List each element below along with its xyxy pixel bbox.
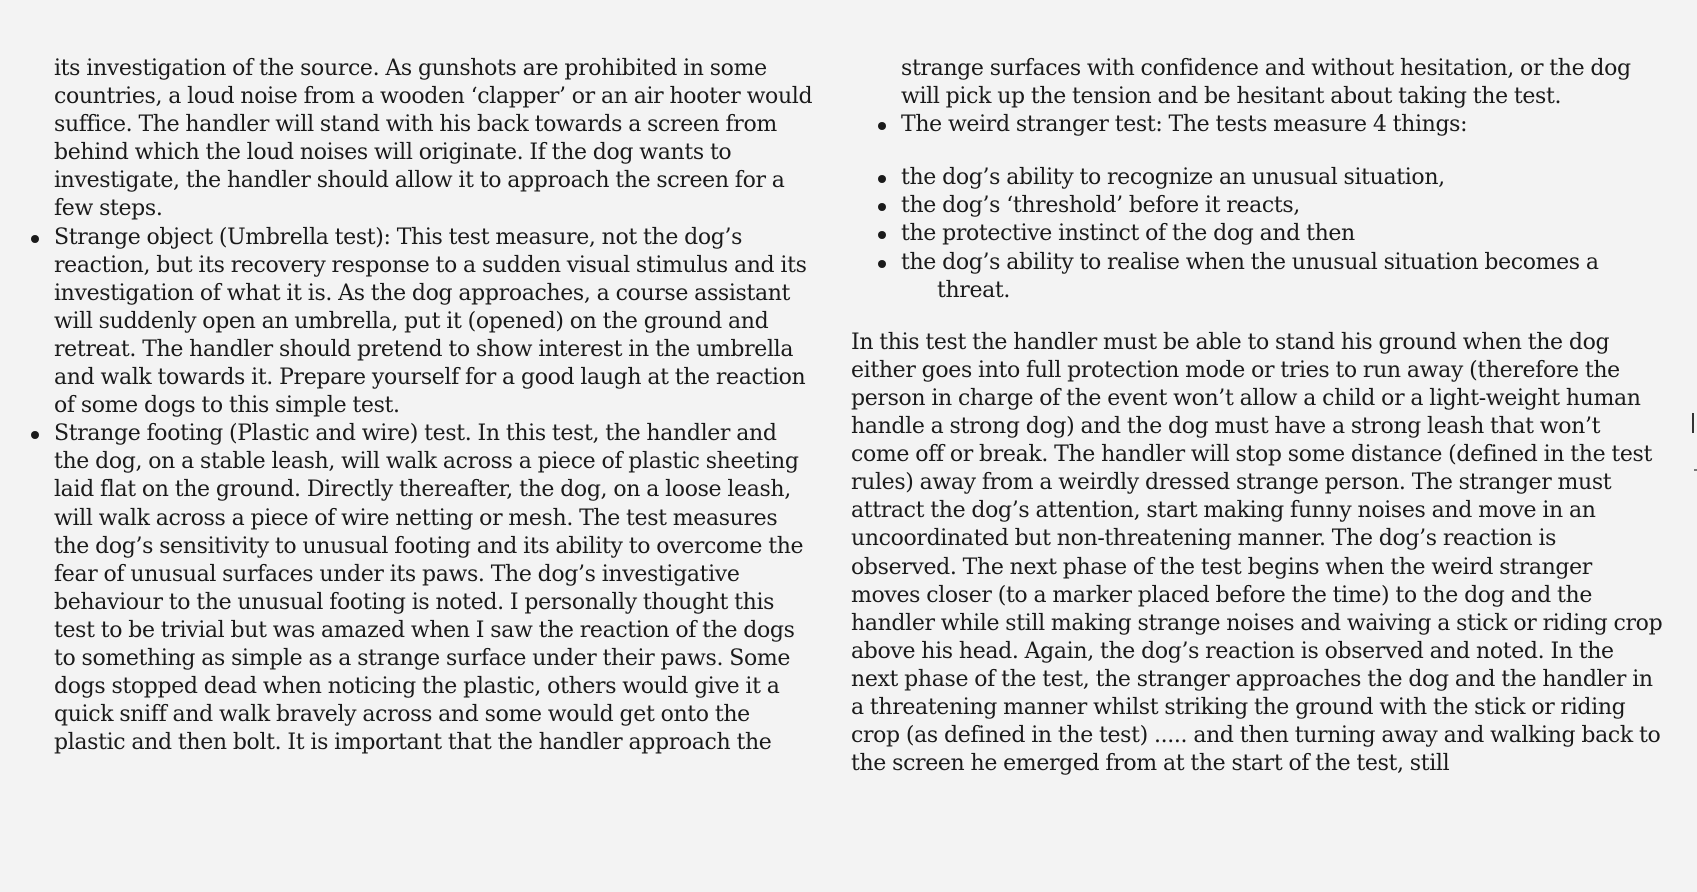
text-cursor xyxy=(1692,413,1694,433)
spacer xyxy=(851,139,1664,164)
loud-noise-paragraph: its investigation of the source. As gunshots are prohibited in some countries, a loud noise from a wooden ‘clapper’ or an air hooter would suffice. The handler will stand with his back towards a screen from behind which the loud noises will originate. If the dog wants to investigate, the handler should allow it to approach the screen for a few steps. xyxy=(54,56,813,222)
left-column xyxy=(54,55,816,757)
bullet-umbrella-test: Strange object (Umbrella test): This test measure, not the dog’s reaction, but its recovery response to a sudden visual stimulus and its investigation of what it is. As the dog approaches, a course assistant will suddenly open an umbrella, put it (opened) on the ground and retreat. The handler should pretend to show interest in the umbrella and walk towards it. Prepare yourself for a good laugh at the reaction of some dogs to this simple test. xyxy=(54,224,816,421)
measure-text: the dog’s ability to realise when the unusual situation becomes a xyxy=(901,249,1599,275)
bullet-weird-stranger-test: The weird stranger test: The tests measure 4 things: xyxy=(901,111,1664,139)
bullet-strange-footing-test: Strange footing (Plastic and wire) test. In this test, the handler and the dog, on a stable leash, will walk across a piece of plastic sheeting laid flat on the ground. Directly thereafter, the dog, on a loose leash, will walk across a piece of wire netting or mesh. The test measures the dog’s sensitivity to unusual footing and its ability to overcome the fear of unusual surfaces under its paws. The dog’s investigative behaviour to the unusual footing is noted. I personally thought this test to be trivial but was amazed when I saw the reaction of the dogs to something as simple as a strange surface under their paws. Some dogs stopped dead when noticing the plastic, others would give it a quick sniff and walk bravely across and some would get onto the plastic and then bolt. It is important that the handler approach the xyxy=(54,420,816,757)
footing-continuation-text: strange surfaces with confidence and without hesitation, or the dog will pick up the tension and be hesitant about taking the test. xyxy=(901,56,1631,110)
measure-item: the protective instinct of the dog and then xyxy=(901,220,1664,248)
right-column xyxy=(851,55,1664,778)
measure-item-threat xyxy=(901,249,1664,305)
spacer xyxy=(851,305,1664,329)
measure-text-continued: threat. xyxy=(937,277,1011,303)
measure-item: the dog’s ability to recognize an unusual situation, xyxy=(901,164,1664,192)
measure-item: the dog’s ‘threshold’ before it reacts, xyxy=(901,192,1664,220)
stranger-test-paragraph: In this test the handler must be able to stand his ground when the dog either goes into full protection mode or tries to run away (therefore the person in charge of the event won’t allow a child or a light-weight human handle a strong dog) and the dog must have a strong leash that won’t come off or break. The handler will stop some distance (defined in the test rules) away from a weirdly dressed strange person. The stranger must attract the dog’s attention, start making funny noises and move in an uncoordinated but non-threatening manner. The dog’s reaction is observed. The next phase of the test begins when the weird stranger moves closer (to a marker placed before the time) to the dog and the handler while still making strange noises and waiving a stick or riding crop above his head. Again, the dog’s reaction is observed and noted. In the next phase of the test, the stranger approaches the dog and the handler in a threatening manner whilst striking the ground with the stick or riding crop (as defined in the test) ..... and then turning away and walking back to the screen he emerged from at the start of the test, still xyxy=(851,329,1663,777)
